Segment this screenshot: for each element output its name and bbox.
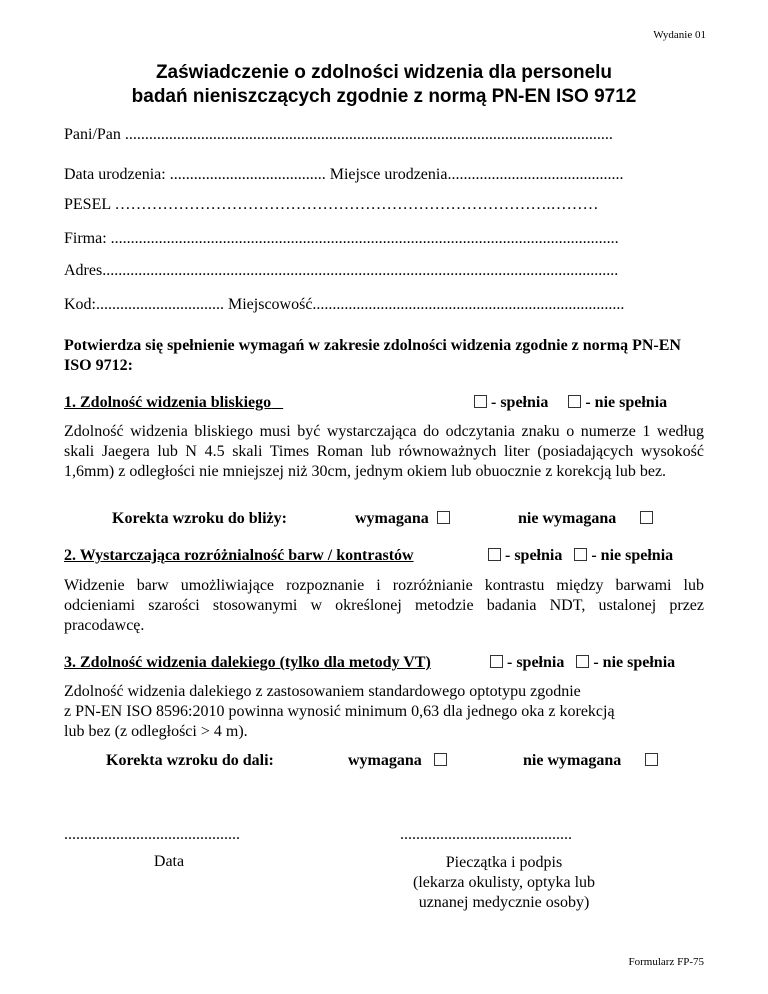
section2-not-meets-label: - nie spełnia [591, 547, 674, 564]
section1-not-meets-checkbox[interactable] [568, 395, 581, 408]
section3-text-line-1: Zdolność widzenia dalekiego z zastosowaniem standardowego optotypu zgodnie [64, 683, 581, 700]
title-line-2: badań nieniszczących zgodnie z normą PN-EN ISO 9712 [131, 86, 637, 107]
section1-not-required [518, 510, 653, 528]
section3-required-label: wymagana [348, 752, 422, 769]
section3-required [348, 752, 447, 770]
section3-meets-checkbox[interactable] [490, 655, 503, 668]
section3-checks [490, 654, 675, 672]
section3-text-line-2: z PN-EN ISO 8596:2010 powinna wynosić minimum 0,63 dla jednego oka z korekcją [64, 703, 615, 720]
section3-title: 3. Zdolność widzenia dalekiego (tylko dla metody VT) [64, 654, 431, 671]
stamp-dots[interactable]: ........................................... [400, 826, 572, 843]
confirmation-intro: Potwierdza się spełnienie wymagań w zakresie zdolności widzenia zgodnie z normą PN-EN ISO 9712: [64, 337, 681, 374]
edition-label: Wydanie 01 [653, 29, 706, 41]
form-id: Formularz FP-75 [628, 956, 704, 968]
section3-description [64, 682, 704, 742]
section1-not-meets-label: - nie spełnia [585, 394, 668, 411]
section1-required-label: wymagana [355, 510, 429, 527]
section3-not-meets-checkbox[interactable] [576, 655, 589, 668]
postal-field[interactable]: Kod:................................ Miejscowość.............................................................................. [64, 296, 625, 313]
date-dots[interactable]: ............................................ [64, 826, 240, 843]
section3-not-meets-label: - nie spełnia [593, 654, 676, 671]
section3-not-required-label: nie wymagana [523, 752, 622, 769]
stamp-label-1: Pieczątka i podpis [445, 854, 563, 871]
section2-description: Widzenie barw umożliwiające rozpoznanie i rozróżnianie kontrastu między barwami lub odcieniami szarości stosowanymi w określonej metodzie badania NDT, ustalonej przez pracodawcę. [64, 577, 704, 634]
name-field[interactable]: Pani/Pan .......................................................................................................................... [64, 126, 613, 143]
section2-not-meets-checkbox[interactable] [574, 548, 587, 561]
section3-meets-label: - spełnia [507, 654, 565, 671]
birth-field[interactable]: Data urodzenia: ....................................... Miejsce urodzenia............................................ [64, 166, 624, 183]
section3-correction-label: Korekta wzroku do dali: [106, 752, 274, 769]
section1-meets-checkbox[interactable] [474, 395, 487, 408]
section2-meets-label: - spełnia [505, 547, 563, 564]
section1-not-required-checkbox[interactable] [640, 511, 653, 524]
section3-not-required [523, 752, 658, 770]
stamp-label-3: uznanej medycznie osoby) [418, 894, 590, 911]
stamp-block [384, 853, 624, 913]
date-label: Data [153, 853, 185, 870]
section1-meets-label: - spełnia [491, 394, 549, 411]
document-title [64, 61, 704, 109]
section1-correction-label: Korekta wzroku do bliży: [112, 510, 287, 527]
section1-title: 1. Zdolność widzenia bliskiego [64, 394, 272, 411]
company-field[interactable]: Firma: ............................................................................................................................... [64, 230, 619, 247]
stamp-label-2: (lekarza okulisty, optyka lub [412, 874, 596, 891]
section3-text-line-3: lub bez (z odległości > 4 m). [64, 723, 248, 740]
title-line-1: Zaświadczenie o zdolności widzenia dla personelu [155, 62, 613, 83]
section2-checks [488, 547, 673, 565]
section3-required-checkbox[interactable] [434, 753, 447, 766]
section1-description: Zdolność widzenia bliskiego musi być wystarczająca do odczytania znaku o numerze 1 według skali Jaegera lub N 4.5 skali Times Roman lub równoważnych liter (posiadających wysokość 1,6mm) z odległości nie mniejszej niż 30cm, jednym okiem lub obuocznie z korekcją lub bez. [64, 423, 704, 480]
section3-not-required-checkbox[interactable] [645, 753, 658, 766]
section1-not-required-label: nie wymagana [518, 510, 617, 527]
section2-meets-checkbox[interactable] [488, 548, 501, 561]
address-field[interactable]: Adres................................................................................................................................. [64, 262, 619, 279]
section1-required [355, 510, 450, 528]
section2-title: 2. Wystarczająca rozróżnialność barw / kontrastów [64, 547, 414, 564]
pesel-field[interactable]: PESEL ……………………………………………………………………….……… [64, 196, 599, 213]
section1-required-checkbox[interactable] [437, 511, 450, 524]
section1-checks [474, 394, 667, 412]
